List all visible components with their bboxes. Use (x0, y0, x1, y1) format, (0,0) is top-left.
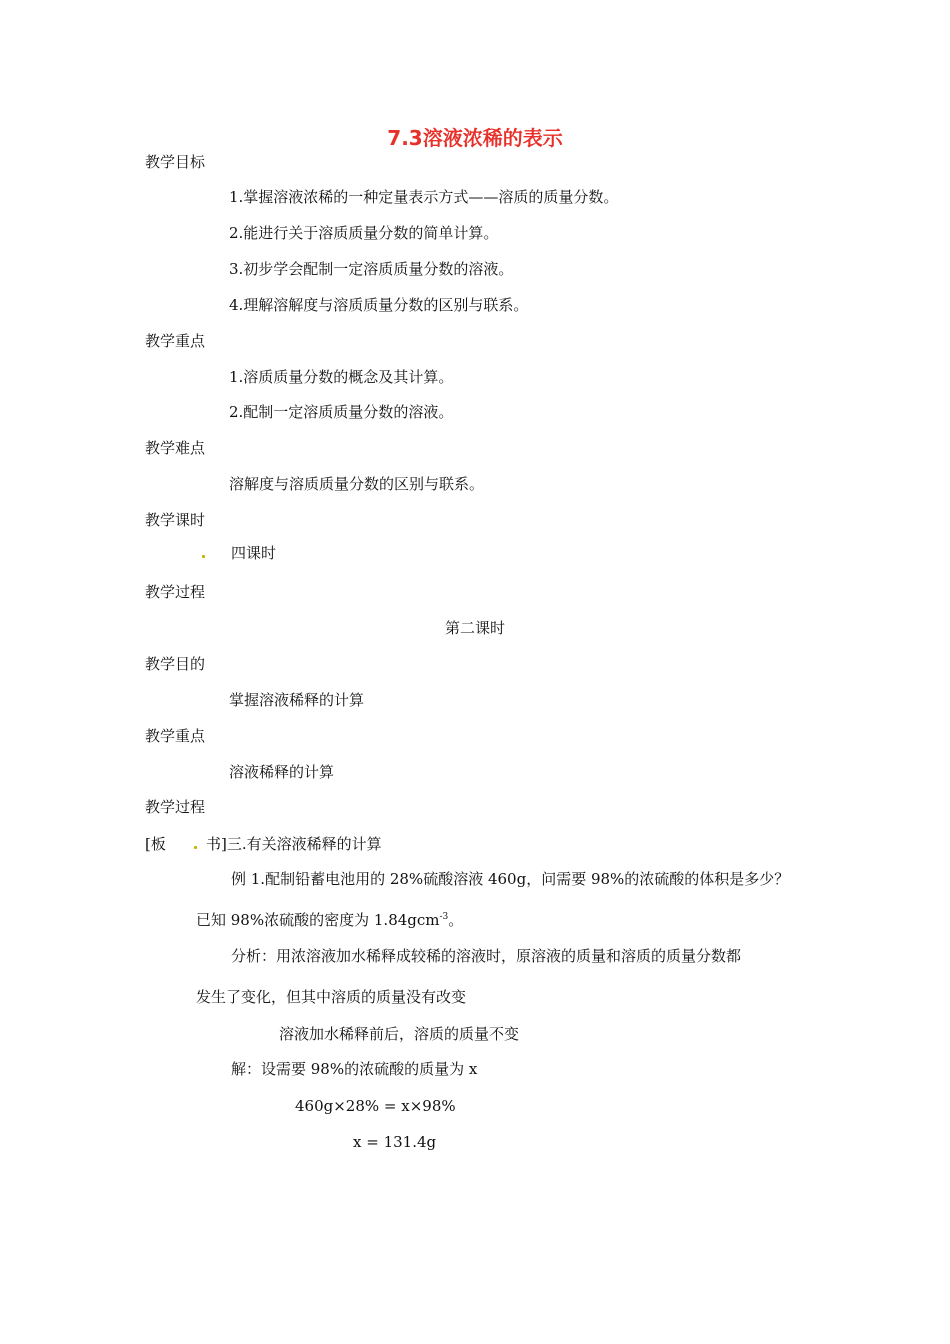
analysis-line-1: 分析：用浓溶液加水稀释成较稀的溶液时，原溶液的质量和溶质的质量分数都 (231, 947, 742, 965)
section-heading-key-points: 教学重点 (145, 332, 206, 350)
lesson-process-heading: 教学过程 (145, 798, 206, 816)
lesson-goal-heading: 教学目的 (145, 655, 206, 673)
lesson-key-text: 溶液稀释的计算 (229, 763, 335, 781)
lesson-title: 第二课时 (444, 619, 505, 637)
objective-item-4: 4.理解溶解度与溶质质量分数的区别与联系。 (229, 296, 529, 314)
dilution-principle: 溶液加水稀释前后，溶质的质量不变 (279, 1025, 520, 1043)
periods-text: 四课时 (231, 544, 277, 562)
lesson-goal-text: 掌握溶液稀释的计算 (229, 691, 365, 709)
difficulty-text: 溶解度与溶质质量分数的区别与联系。 (229, 475, 485, 493)
solution-equation: 460g×28% = x×98% (295, 1097, 456, 1115)
example-line-end: 。 (448, 911, 464, 929)
section-heading-difficulties: 教学难点 (145, 439, 206, 457)
key-point-item-1: 1.溶质质量分数的概念及其计算。 (229, 368, 454, 386)
analysis-line-2: 发生了变化，但其中溶质的质量没有改变 (196, 988, 467, 1006)
board-label-text: 书]三.有关溶液稀释的计算 (206, 835, 382, 853)
solution-setup: 解：设需要 98%的浓硫酸的质量为 x (231, 1060, 478, 1078)
board-label-open: [板 (145, 835, 166, 853)
section-heading-objectives: 教学目标 (145, 153, 206, 171)
example-density-text: 已知 98%浓硫酸的密度为 1.84gcm (196, 911, 440, 929)
page-title: 7.3溶液浓稀的表示 (387, 126, 563, 150)
section-heading-process: 教学过程 (145, 583, 206, 601)
example-line-1: 例 1.配制铅蓄电池用的 28%硫酸溶液 460g，问需要 98%的浓硫酸的体积是多少？ (231, 870, 790, 888)
stray-mark (194, 846, 197, 849)
example-density-exponent: -3 (439, 912, 449, 922)
solution-result: x = 131.4g (353, 1133, 437, 1151)
objective-item-1: 1.掌握溶液浓稀的一种定量表示方式——溶质的质量分数。 (229, 188, 619, 206)
section-heading-periods: 教学课时 (145, 511, 206, 529)
objective-item-2: 2.能进行关于溶质质量分数的简单计算。 (229, 224, 499, 242)
stray-mark (202, 555, 205, 558)
key-point-item-2: 2.配制一定溶质质量分数的溶液。 (229, 403, 454, 421)
example-line-2 (196, 910, 463, 930)
objective-item-3: 3.初步学会配制一定溶质质量分数的溶液。 (229, 260, 514, 278)
lesson-key-heading: 教学重点 (145, 727, 206, 745)
